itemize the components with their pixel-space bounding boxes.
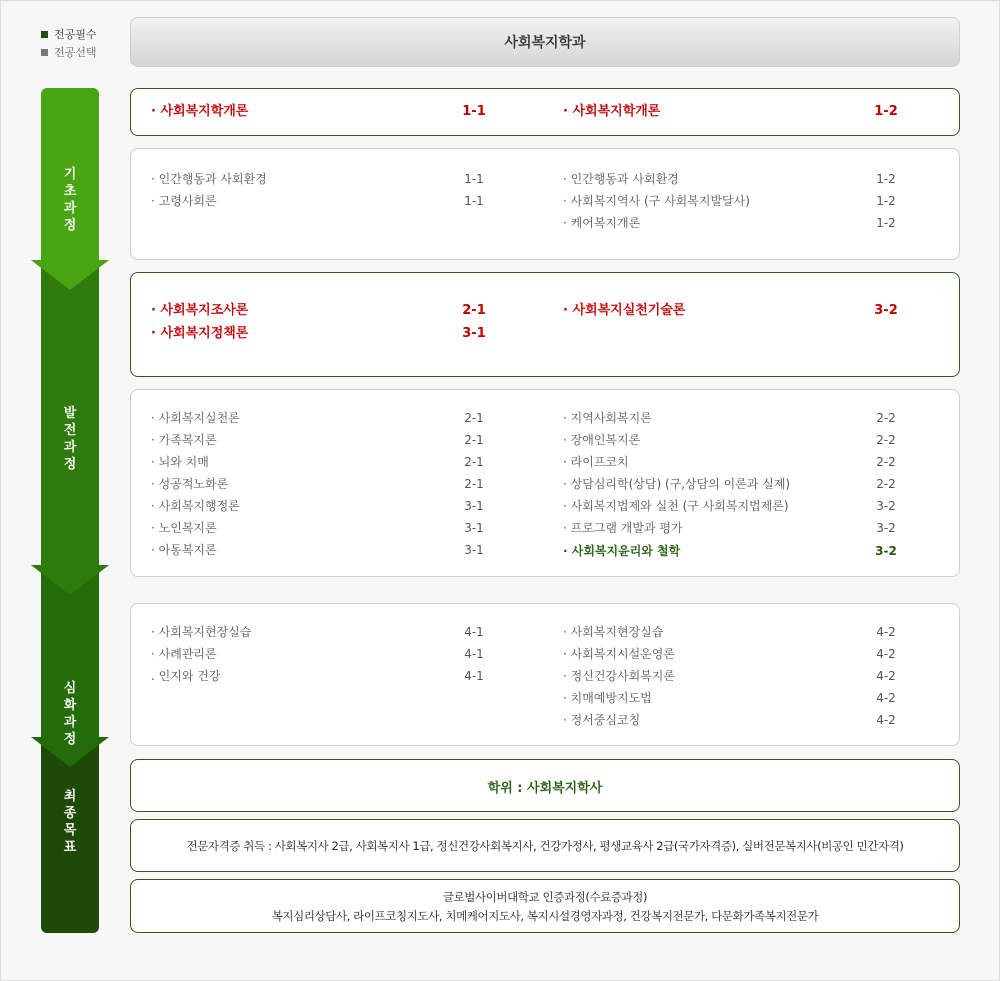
basic-required-box: [130, 88, 960, 136]
stage-advanced-label: [41, 405, 99, 473]
legend-elective-label: 전공선택: [54, 46, 97, 59]
course-name: · 치매예방지도법: [563, 691, 652, 705]
course-item: [151, 429, 491, 451]
programs-line2: 복지심리상담사, 라이프코칭지도사, 치메케어지도사, 복지시설경영자과정, 건강복지전문가, 다문화가족복지전문가: [271, 909, 819, 923]
course-name: · 사회복지행정론: [151, 499, 240, 513]
course-item: [151, 517, 491, 539]
course-item: [563, 407, 903, 429]
course-name: · 케어복지개론: [563, 216, 641, 230]
course-code: 1-2: [874, 104, 898, 119]
course-code: 2-1: [464, 411, 484, 425]
advanced-elective-box: [130, 389, 960, 577]
course-code: 4-2: [876, 713, 896, 727]
stage-basic-label: [41, 166, 99, 234]
course-item: [563, 190, 903, 212]
course-code: 3-1: [464, 499, 484, 513]
course-name: · 사회복지실천론: [151, 411, 240, 425]
course-code: 2-1: [464, 433, 484, 447]
course-item: [563, 517, 903, 539]
course-name: · 사회복지현장실습: [151, 625, 252, 639]
course-code: 1-1: [464, 194, 484, 208]
basic-elective-box: [130, 148, 960, 260]
course-code: 3-2: [876, 521, 896, 535]
course-item: [151, 190, 491, 212]
course-code: 1-1: [464, 172, 484, 186]
course-name: · 사회복지윤리와 철학: [563, 544, 681, 558]
course-item: [563, 643, 903, 665]
legend-required-label: 전공필수: [54, 28, 97, 41]
course-name: · 정신건강사회복지론: [563, 669, 675, 683]
course-item: [151, 495, 491, 517]
course-code: 1-2: [876, 172, 896, 186]
course-item: [563, 495, 903, 517]
course-name: · 가족복지론: [151, 433, 217, 447]
course-item: [151, 473, 491, 495]
course-name: · 사회복지현장실습: [563, 625, 664, 639]
course-name: · 지역사회복지론: [563, 411, 652, 425]
course-item: [563, 429, 903, 451]
course-name: · 사회복지학개론: [151, 104, 249, 119]
course-name: · 사회복지조사론: [151, 303, 249, 318]
course-code: 2-2: [876, 433, 896, 447]
legend-elective: [41, 43, 97, 61]
course-item: [151, 539, 491, 561]
course-item: [151, 407, 491, 429]
course-item: [151, 300, 491, 322]
deep-elective-box: [130, 603, 960, 746]
course-name: . 인지와 건강: [151, 669, 221, 683]
course-code: 4-2: [876, 669, 896, 683]
course-name: · 사회복지실천기술론: [563, 303, 686, 318]
course-name: · 사회복지정책론: [151, 326, 249, 341]
course-code: 3-2: [874, 303, 898, 318]
certificates-box: [130, 819, 960, 872]
course-item: [563, 168, 903, 190]
course-name: · 인간행동과 사회환경: [563, 172, 679, 186]
course-code: 1-2: [876, 216, 896, 230]
course-name: · 사회복지역사 (구 사회복지발달사): [563, 194, 750, 208]
programs-line1: 글로벌사이버대학교 인증과정(수료증과정): [442, 890, 648, 904]
course-code: 3-2: [876, 499, 896, 513]
course-name: · 사회복지학개론: [563, 104, 661, 119]
course-code: 4-2: [876, 691, 896, 705]
course-item: [563, 451, 903, 473]
course-name: · 사례관리론: [151, 647, 217, 661]
course-item: [151, 101, 491, 123]
course-code: 4-1: [464, 625, 484, 639]
course-name: · 고령사회론: [151, 194, 217, 208]
course-code: 2-1: [464, 477, 484, 491]
elective-square-icon: [41, 49, 48, 56]
department-title: 사회복지학과: [130, 17, 960, 67]
course-item: [563, 540, 903, 562]
course-name: · 아동복지론: [151, 543, 217, 557]
course-item: [151, 643, 491, 665]
course-code: 3-1: [464, 543, 484, 557]
course-item: [563, 101, 903, 123]
course-name: · 사회복지시설운영론: [563, 647, 675, 661]
course-name: · 정서중심코칭: [563, 713, 641, 727]
stage-goal-label: [41, 788, 99, 856]
course-code: 2-2: [876, 455, 896, 469]
course-name: · 프로그램 개발과 평가: [563, 521, 683, 535]
course-code: 3-2: [875, 544, 897, 558]
required-square-icon: [41, 31, 48, 38]
course-code: 3-1: [464, 521, 484, 535]
course-code: 1-2: [876, 194, 896, 208]
course-item: [563, 473, 903, 495]
course-item: [563, 687, 903, 709]
course-name: · 인간행동과 사회환경: [151, 172, 267, 186]
stage-advanced-text: 발전과정: [63, 406, 77, 472]
course-code: 1-1: [462, 104, 486, 119]
course-code: 2-2: [876, 477, 896, 491]
stage-basic-arrowhead-overlay: [31, 260, 109, 290]
course-name: · 상담심리학(상담) (구,상담의 이론과 실제): [563, 477, 791, 491]
programs-box: [130, 879, 960, 933]
course-name: · 라이프코치: [563, 455, 629, 469]
course-name: · 노인복지론: [151, 521, 217, 535]
advanced-required-box: [130, 272, 960, 377]
stage-deep-label: [41, 680, 99, 748]
legend-required: [41, 25, 97, 43]
course-code: 4-2: [876, 647, 896, 661]
legend: [41, 25, 97, 61]
course-name: · 장애인복지론: [563, 433, 641, 447]
degree-text: 학위 : 사회복지학사: [487, 781, 603, 796]
course-code: 4-1: [464, 669, 484, 683]
course-name: · 성공적노화론: [151, 477, 229, 491]
course-name: · 뇌와 치매: [151, 455, 209, 469]
course-name: · 사회복지법제와 실천 (구 사회복지법제론): [563, 499, 789, 513]
stage-goal-text: 최종목표: [63, 789, 77, 855]
course-code: 4-1: [464, 647, 484, 661]
course-code: 3-1: [462, 326, 486, 341]
course-code: 2-1: [464, 455, 484, 469]
stage-arrow: [31, 88, 109, 933]
course-item: [563, 300, 903, 322]
course-item: [151, 451, 491, 473]
degree-box: [130, 759, 960, 812]
course-item: [151, 168, 491, 190]
course-item: [563, 665, 903, 687]
stage-basic-text: 기초과정: [63, 167, 77, 233]
course-item: [151, 665, 491, 687]
course-item: [151, 621, 491, 643]
stage-advanced-arrowhead-overlay: [31, 565, 109, 595]
course-item: [563, 709, 903, 731]
certificates-text: 전문자격증 취득 : 사회복지사 2급, 사회복지사 1급, 정신건강사회복지사, 건강가정사, 평생교육사 2급(국가자격증), 실버전문복지사(비공인 민간자격): [186, 839, 904, 853]
course-code: 2-2: [876, 411, 896, 425]
course-item: [563, 621, 903, 643]
course-code: 4-2: [876, 625, 896, 639]
stage-deep-text: 심화과정: [63, 681, 77, 747]
course-code: 2-1: [462, 303, 486, 318]
course-item: [151, 323, 491, 345]
course-item: [563, 212, 903, 234]
